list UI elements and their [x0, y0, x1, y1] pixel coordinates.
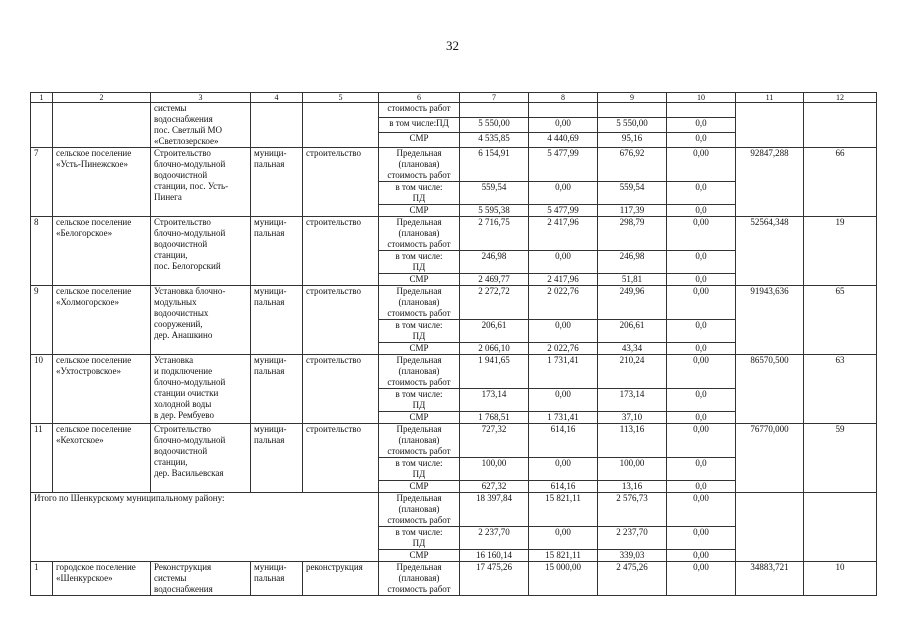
- col-header: 8: [529, 93, 598, 103]
- object-cell: системы водоснабжения пос. Светлый МО «Светлозерское»: [151, 103, 251, 148]
- table-row: 9 сельское поселение «Холмогорское» Установка блочно- модульных водоочистных сооружений, дер. Анашкино муници- пальная строительство Предельная (плановая) стоимость работ 2 272,72 2 022,76 249,96 0,00 91943,636 65: [31, 286, 877, 320]
- object-cell: Реконструкция системы водоснабжения: [151, 562, 251, 596]
- cost-label: Предельная (плановая) стоимость работ: [379, 217, 460, 251]
- cost-label: в том числе: ПД: [379, 527, 460, 550]
- cost-label: в том числе: ПД: [379, 320, 460, 343]
- cost-label: СМР: [379, 133, 460, 148]
- cost-label: в том числе: ПД: [379, 389, 460, 412]
- col-header: 12: [804, 93, 877, 103]
- table-row: СМР 1 768,51 1 731,41 37,10 0,0: [31, 412, 877, 424]
- total-row: Итого по Шенкурскому муниципальному району: Предельная (плановая) стоимость работ 18 397,84 15 821,11 2 576,73 0,00: [31, 493, 877, 527]
- settlement-cell: городское поселение «Шенкурское»: [53, 562, 151, 596]
- settlement-cell: сельское поселение «Кехотское»: [53, 424, 151, 493]
- table-row: 8 сельское поселение «Белогорское» Строительство блочно-модульной водоочистной станции, пос. Белогорский муници- пальная строительство Предельная (плановая) стоимость работ 2 716,75 2 417,96 298,79 0,00 52564,348 19: [31, 217, 877, 251]
- cost-label: Предельная (плановая) стоимость работ: [379, 148, 460, 182]
- work-type-cell: реконструкция: [303, 562, 379, 596]
- table-row: в том числе: ПД 246,98 0,00 246,98 0,0: [31, 251, 877, 274]
- col-header: 7: [460, 93, 529, 103]
- cost-label: СМР: [379, 274, 460, 286]
- work-type-cell: строительство: [303, 286, 379, 355]
- cost-label: Предельная (плановая) стоимость работ: [379, 562, 460, 596]
- settlement-cell: сельское поселение «Усть-Пинежское»: [53, 148, 151, 217]
- col-header: 6: [379, 93, 460, 103]
- cost-label: СМР: [379, 412, 460, 424]
- cost-label: СМР: [379, 481, 460, 493]
- table-row: СМР 627,32 614,16 13,16 0,0: [31, 481, 877, 493]
- cost-label: в том числе: ПД: [379, 182, 460, 205]
- col-header: 11: [736, 93, 804, 103]
- table-row: 10 сельское поселение «Ухтостровское» Установка и подключение блочно-модульной станции очистки холодной воды в дер. Рембуево муници- пальная строительство Предельная (плановая) стоимость работ 1 941,65 1 731,41 210,24 0,00 86570,500 63: [31, 355, 877, 389]
- work-type-cell: строительство: [303, 424, 379, 493]
- cost-label: в том числе: ПД: [379, 458, 460, 481]
- object-cell: Строительство блочно-модульной водоочистной станции, пос. Усть- Пинега: [151, 148, 251, 217]
- cost-label: СМР: [379, 550, 460, 562]
- row-number: 9: [31, 286, 53, 355]
- ownership-cell: муници- пальная: [251, 355, 303, 424]
- table-row: 7 сельское поселение «Усть-Пинежское» Строительство блочно-модульной водоочистной станции, пос. Усть- Пинега муници- пальная строительство Предельная (плановая) стоимость работ 6 154,91 5 477,99 676,92 0,00 92847,288 66: [31, 148, 877, 182]
- work-type-cell: строительство: [303, 355, 379, 424]
- row-number: 11: [31, 424, 53, 493]
- object-cell: Строительство блочно-модульной водоочистной станции, пос. Белогорский: [151, 217, 251, 286]
- ownership-cell: муници- пальная: [251, 217, 303, 286]
- ownership-cell: муници- пальная: [251, 424, 303, 493]
- investment-table: [30, 92, 877, 596]
- table-row: СМР 2 469,77 2 417,96 51,81 0,0: [31, 274, 877, 286]
- page-number: 32: [446, 38, 459, 53]
- total-label: Итого по Шенкурскому муниципальному району:: [31, 493, 379, 562]
- table-row: в том числе: ПД 206,61 0,00 206,61 0,0: [31, 320, 877, 343]
- col-header: 1: [31, 93, 53, 103]
- table-row: СМР 5 595,38 5 477,99 117,39 0,0: [31, 205, 877, 217]
- cost-label: стоимость работ: [379, 103, 460, 118]
- table-row: в том числе:ПД 5 550,00 0,00 5 550,00 0,0: [31, 118, 877, 133]
- ownership-cell: муници- пальная: [251, 286, 303, 355]
- row-number: 10: [31, 355, 53, 424]
- table-row: СМР 2 066,10 2 022,76 43,34 0,0: [31, 343, 877, 355]
- row-number: 7: [31, 148, 53, 217]
- settlement-cell: сельское поселение «Холмогорское»: [53, 286, 151, 355]
- object-cell: Строительство блочно-модульной водоочистной станции, дер. Васильевская: [151, 424, 251, 493]
- cost-label: в том числе: ПД: [379, 251, 460, 274]
- object-cell: Установка и подключение блочно-модульной станции очистки холодной воды в дер. Рембуево: [151, 355, 251, 424]
- cost-label: Предельная (плановая) стоимость работ: [379, 424, 460, 458]
- row-number: 1: [31, 562, 53, 596]
- total-row: СМР 16 160,14 15 821,11 339,03 0,00: [31, 550, 877, 562]
- row-number: 8: [31, 217, 53, 286]
- col-header: 5: [303, 93, 379, 103]
- cost-label: Предельная (плановая) стоимость работ: [379, 286, 460, 320]
- cost-label: СМР: [379, 205, 460, 217]
- work-type-cell: строительство: [303, 148, 379, 217]
- table-row: в том числе: ПД 173,14 0,00 173,14 0,0: [31, 389, 877, 412]
- col-header: 2: [53, 93, 151, 103]
- table-row: СМР 4 535,85 4 440,69 95,16 0,0: [31, 133, 877, 148]
- table-row: [31, 103, 877, 118]
- settlement-cell: сельское поселение «Белогорское»: [53, 217, 151, 286]
- col-header: 10: [667, 93, 736, 103]
- settlement-cell: сельское поселение «Ухтостровское»: [53, 355, 151, 424]
- table-row: в том числе: ПД 559,54 0,00 559,54 0,0: [31, 182, 877, 205]
- cost-label: Предельная (плановая) стоимость работ: [379, 355, 460, 389]
- cost-label: в том числе:ПД: [379, 118, 460, 133]
- cost-label: СМР: [379, 343, 460, 355]
- col-header: 3: [151, 93, 251, 103]
- table-row: в том числе: ПД 100,00 0,00 100,00 0,0: [31, 458, 877, 481]
- col-header: 9: [598, 93, 667, 103]
- ownership-cell: муници- пальная: [251, 562, 303, 596]
- table-row: 11 сельское поселение «Кехотское» Строительство блочно-модульной водоочистной станции, дер. Васильевская муници- пальная строительство Предельная (плановая) стоимость работ 727,32 614,16 113,16 0,00 76770,000 59: [31, 424, 877, 458]
- cost-label: Предельная (плановая) стоимость работ: [379, 493, 460, 527]
- object-cell: Установка блочно- модульных водоочистных сооружений, дер. Анашкино: [151, 286, 251, 355]
- ownership-cell: муници- пальная: [251, 148, 303, 217]
- col-header: 4: [251, 93, 303, 103]
- total-row: в том числе: ПД 2 237,70 0,00 2 237,70 0,00: [31, 527, 877, 550]
- column-number-row: [31, 93, 877, 103]
- table-row: 1 городское поселение «Шенкурское» Реконструкция системы водоснабжения муници- пальная реконструкция Предельная (плановая) стоимость работ 17 475,26 15 000,00 2 475,26 0,00 34883,721 10: [31, 562, 877, 596]
- work-type-cell: строительство: [303, 217, 379, 286]
